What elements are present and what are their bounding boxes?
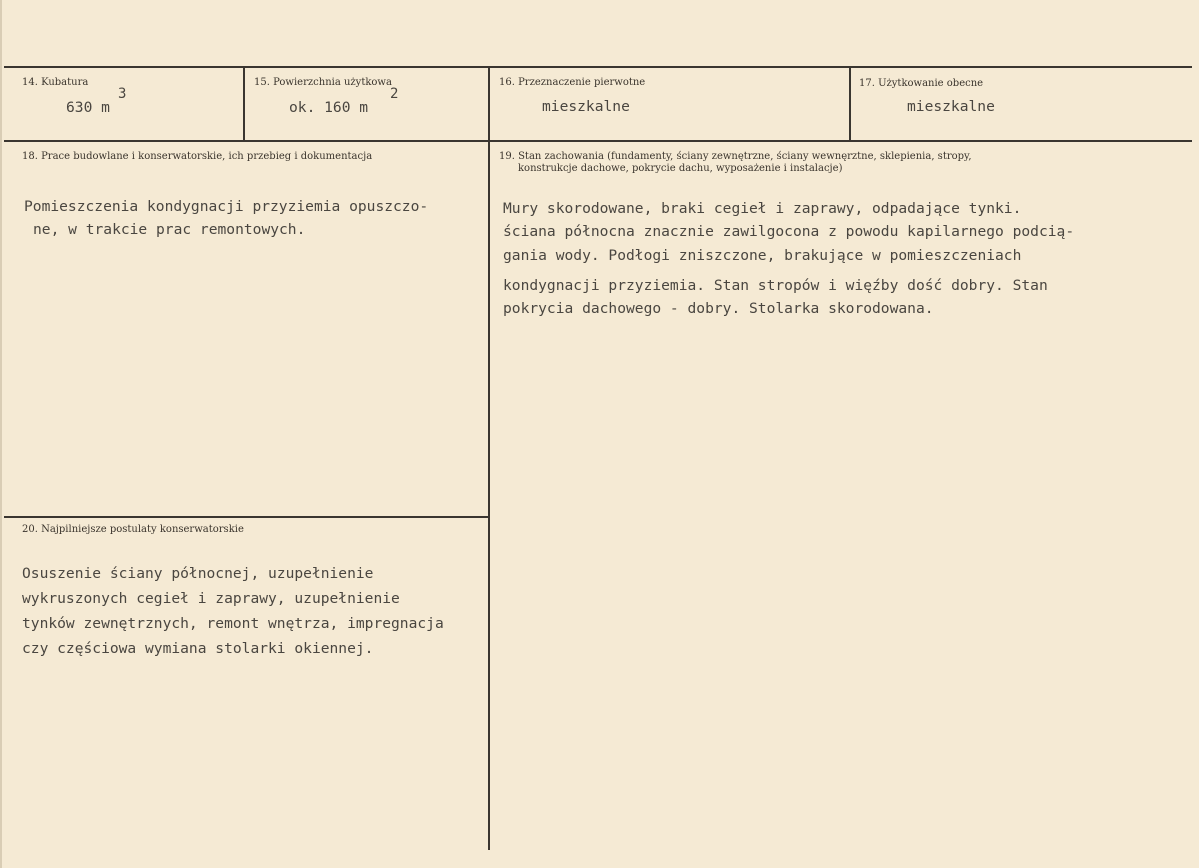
field-14-superscript: 3: [118, 86, 127, 102]
col-divider-3: [849, 67, 851, 141]
field-20-line-2: wykruszonych cegieł i zaprawy, uzupełnienie: [22, 590, 400, 607]
col-divider-2: [488, 67, 490, 850]
field-18-line-2: ne, w trakcie prac remontowych.: [33, 221, 306, 238]
row-divider-2: [4, 516, 488, 518]
field-19-line-2: ściana północna znacznie zawilgocona z powodu kapilarnego podcią-: [503, 223, 1075, 240]
field-20-line-4: czy częściowa wymiana stolarki okiennej.: [22, 640, 374, 657]
col-divider-1: [243, 67, 245, 141]
field-14-value: 630 m: [66, 99, 110, 116]
field-15-superscript: 2: [390, 86, 399, 102]
field-19-line-3: gania wody. Podłogi zniszczone, brakujące w pomieszczeniach: [503, 247, 1022, 264]
top-rule: [4, 66, 1192, 68]
row-divider-1: [4, 140, 1192, 142]
field-19-label-line-2: konstrukcje dachowe, pokrycie dachu, wyposażenie i instalacje): [518, 163, 843, 174]
field-20-line-3: tynków zewnętrznych, remont wnętrza, impregnacja: [22, 615, 444, 632]
field-17-label: 17. Użytkowanie obecne: [859, 78, 984, 89]
field-19-label-line-1: 19. Stan zachowania (fundamenty, ściany zewnętrzne, ściany wewnęrztne, sklepienia, stropy,: [499, 151, 972, 162]
field-15-value: ok. 160 m: [289, 99, 369, 116]
field-20-label: 20. Najpilniejsze postulaty konserwatorskie: [22, 524, 244, 535]
field-19-line-1: Mury skorodowane, braki cegieł i zaprawy, odpadające tynki.: [503, 200, 1022, 217]
field-16-label: 16. Przeznaczenie pierwotne: [499, 77, 646, 88]
field-18-line-1: Pomieszczenia kondygnacji przyziemia opuszczo-: [24, 198, 429, 215]
field-16-value: mieszkalne: [542, 98, 630, 115]
field-14-label: 14. Kubatura: [22, 77, 89, 88]
field-17-value: mieszkalne: [907, 98, 995, 115]
field-19-line-5: pokrycia dachowego - dobry. Stolarka skorodowana.: [503, 300, 934, 317]
field-18-label: 18. Prace budowlane i konserwatorskie, ich przebieg i dokumentacja: [22, 151, 373, 162]
field-19-line-4: kondygnacji przyziemia. Stan stropów i więźby dość dobry. Stan: [503, 277, 1048, 294]
field-15-label: 15. Powierzchnia użytkowa: [254, 77, 392, 88]
field-20-line-1: Osuszenie ściany północnej, uzupełnienie: [22, 565, 374, 582]
